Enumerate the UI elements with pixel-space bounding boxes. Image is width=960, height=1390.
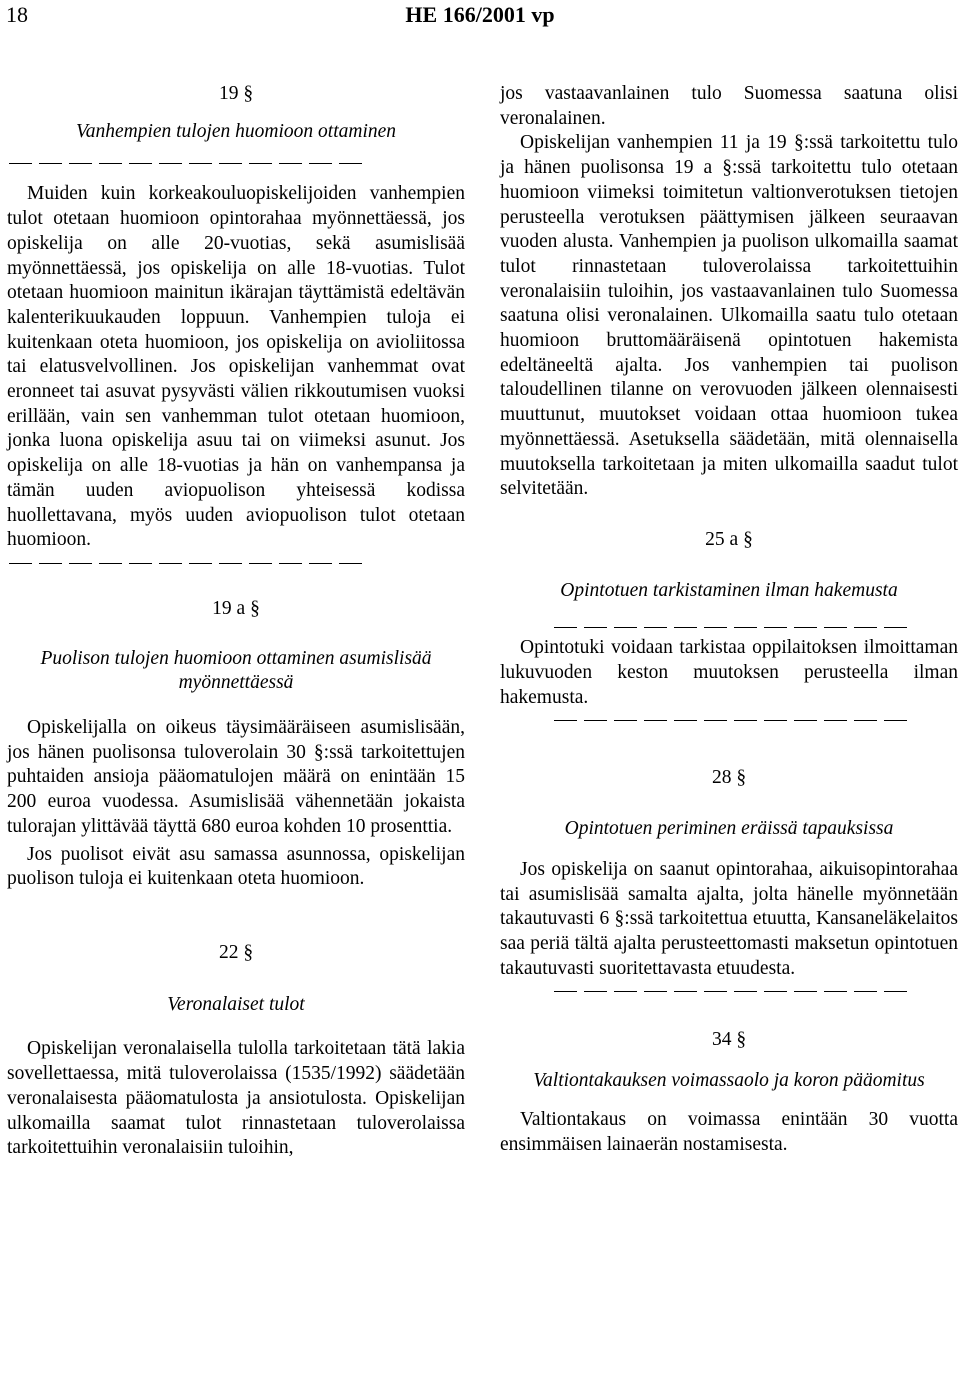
paragraph: Muiden kuin korkeakouluopiskelijoiden vanhempien tulot otetaan huomioon opintorahaa myönnettäessä, jos opiskelija on alle 20-vuotias, sekä asumislisää myönnettäessä, jos opiskelija on alle 18-vuotias. Tulot otetaan huomioon mainitun ikärajan täyttämistä edeltävän kalenterikuukauden loppuun. Vanhempien tuloja ei kuitenkaan oteta huomioon, jos opiskelija on avioliitossa tai elatusvelvollinen. Jos opiskelijan vanhemmat ovat eronneet tai asuvat pysyvästi välien rikkoutumisen vuoksi erillään, vain sen vanhemman tulot otetaan huomioon, jonka luona opiskelija asuu tai on viimeksi asunut. Jos opiskelija on alle 18-vuotias ja hän on vanhempansa ja tämän uuden aviopuolison yhteisessä kodissa huollettavana, myös uuden aviopuolison tulot otetaan huomioon. bbox=[7, 183, 465, 551]
section-title: Opintotuen tarkistaminen ilman hakemusta bbox=[560, 579, 898, 601]
page-header bbox=[0, 0, 960, 40]
section-number: 25 a § bbox=[705, 528, 753, 550]
omission-dashes bbox=[502, 991, 958, 992]
left-column bbox=[7, 82, 465, 1161]
section-number: 34 § bbox=[711, 1029, 747, 1051]
section-title: Opintotuen periminen eräissä tapauksissa bbox=[564, 818, 894, 840]
document-id: HE 166/2001 vp bbox=[405, 2, 555, 27]
section-number: 19 a § bbox=[212, 597, 260, 619]
section-title: Valtiontakauksen voimassaolo ja koron pääomitus bbox=[533, 1070, 925, 1092]
paragraph-continued: jos vastaavanlainen tulo Suomessa saatuna olisi veronalainen. bbox=[500, 83, 958, 129]
page-number: 18 bbox=[6, 2, 28, 27]
paragraph: Opiskelijan vanhempien 11 ja 19 §:ssä tarkoitettu tulo ja hänen puolisonsa 19 a §:ssä tarkoitettu tulo otetaan huomioon viimeksi toimitetun valtionverotuksen tietojen perusteella verotuksen päättymisen jälkeen seuraavan vuoden alusta. Vanhempien ja puolison ulkomailla saamat tulot rinnastetaan tuloverolaissa tarkoitettuihin veronalaisiin tuloihin, jos vastaavanlainen tulo Suomessa saatuna olisi veronalainen. Ulkomailla saatu tulo otetaan huomioon bruttomääräisenä opintotuen hakemista edeltäneeltä ajalta. Jos vanhempien tai puolison taloudellinen tilanne on verovuoden jälkeen olennaisesti muuttunut, muutokset voidaan ottaa huomioon tukea myönnettäessä. Asetuksella säädetään, mitä olennaisella muutoksella tarkoitetaan ja miten ulkomailla saadut tulot selvitetään. bbox=[500, 132, 958, 500]
paragraph: Jos puolisot eivät asu samassa asunnossa, opiskelijan puolison tuloja ei kuitenkaan oteta huomioon. bbox=[7, 843, 465, 890]
section-title: Vanhempien tulojen huomioon ottaminen bbox=[75, 120, 397, 142]
section-title: Puolison tulojen huomioon ottaminen asumislisää myönnettäessä bbox=[40, 647, 432, 694]
section-title: Veronalaiset tulot bbox=[167, 993, 305, 1015]
omission-dashes bbox=[9, 563, 465, 564]
paragraph: Jos opiskelija on saanut opintorahaa, aikuisopintorahaa tai asumislisää samalta ajalta, jolta hänelle myönnetään takautuvasti 6 §:ssä tarkoitettua etuutta, Kansaneläkelaitos saa periä tältä ajalta perusteettomasti maksetun opintotuen takautuvasti suoritettavasta etuudesta. bbox=[500, 858, 958, 979]
section-number: 19 § bbox=[218, 83, 254, 104]
paragraph: Opiskelijan veronalaisella tulolla tarkoitetaan tätä lakia sovellettaessa, mitä tuloverolaissa (1535/1992) säädetään veronalaisesta pääomatulosta ja ansiotulosta. Opiskelijan ulkomailla saamat tulot rinnastetaan tuloverolaissa tarkoitettuihin veronalaisiin tuloihin, bbox=[7, 1038, 465, 1159]
paragraph: Opiskelijalla on oikeus täysimääräiseen asumislisään, jos hänen puolisonsa tuloverolain 30 §:ssä tarkoitettujen puhtaiden ansioja pääomatulojen määrä on enintään 15 200 euroa vuodessa. Asumislisää vähennetään jokaista tulorajan ylittävää täyttä 680 euroa kohden 10 prosenttia. bbox=[7, 717, 465, 837]
omission-dashes bbox=[502, 627, 958, 628]
omission-dashes bbox=[502, 720, 958, 721]
section-number: 22 § bbox=[218, 941, 254, 963]
paragraph: Valtiontakaus on voimassa enintään 30 vuotta ensimmäisen lainaerän nostamisesta. bbox=[500, 1108, 958, 1155]
paragraph: Opintotuki voidaan tarkistaa oppilaitoksen ilmoittaman lukuvuoden keston muutoksen perusteella ilman hakemusta. bbox=[500, 637, 958, 708]
section-number: 28 § bbox=[711, 767, 747, 789]
right-column bbox=[500, 82, 958, 1157]
omission-dashes bbox=[9, 163, 465, 164]
